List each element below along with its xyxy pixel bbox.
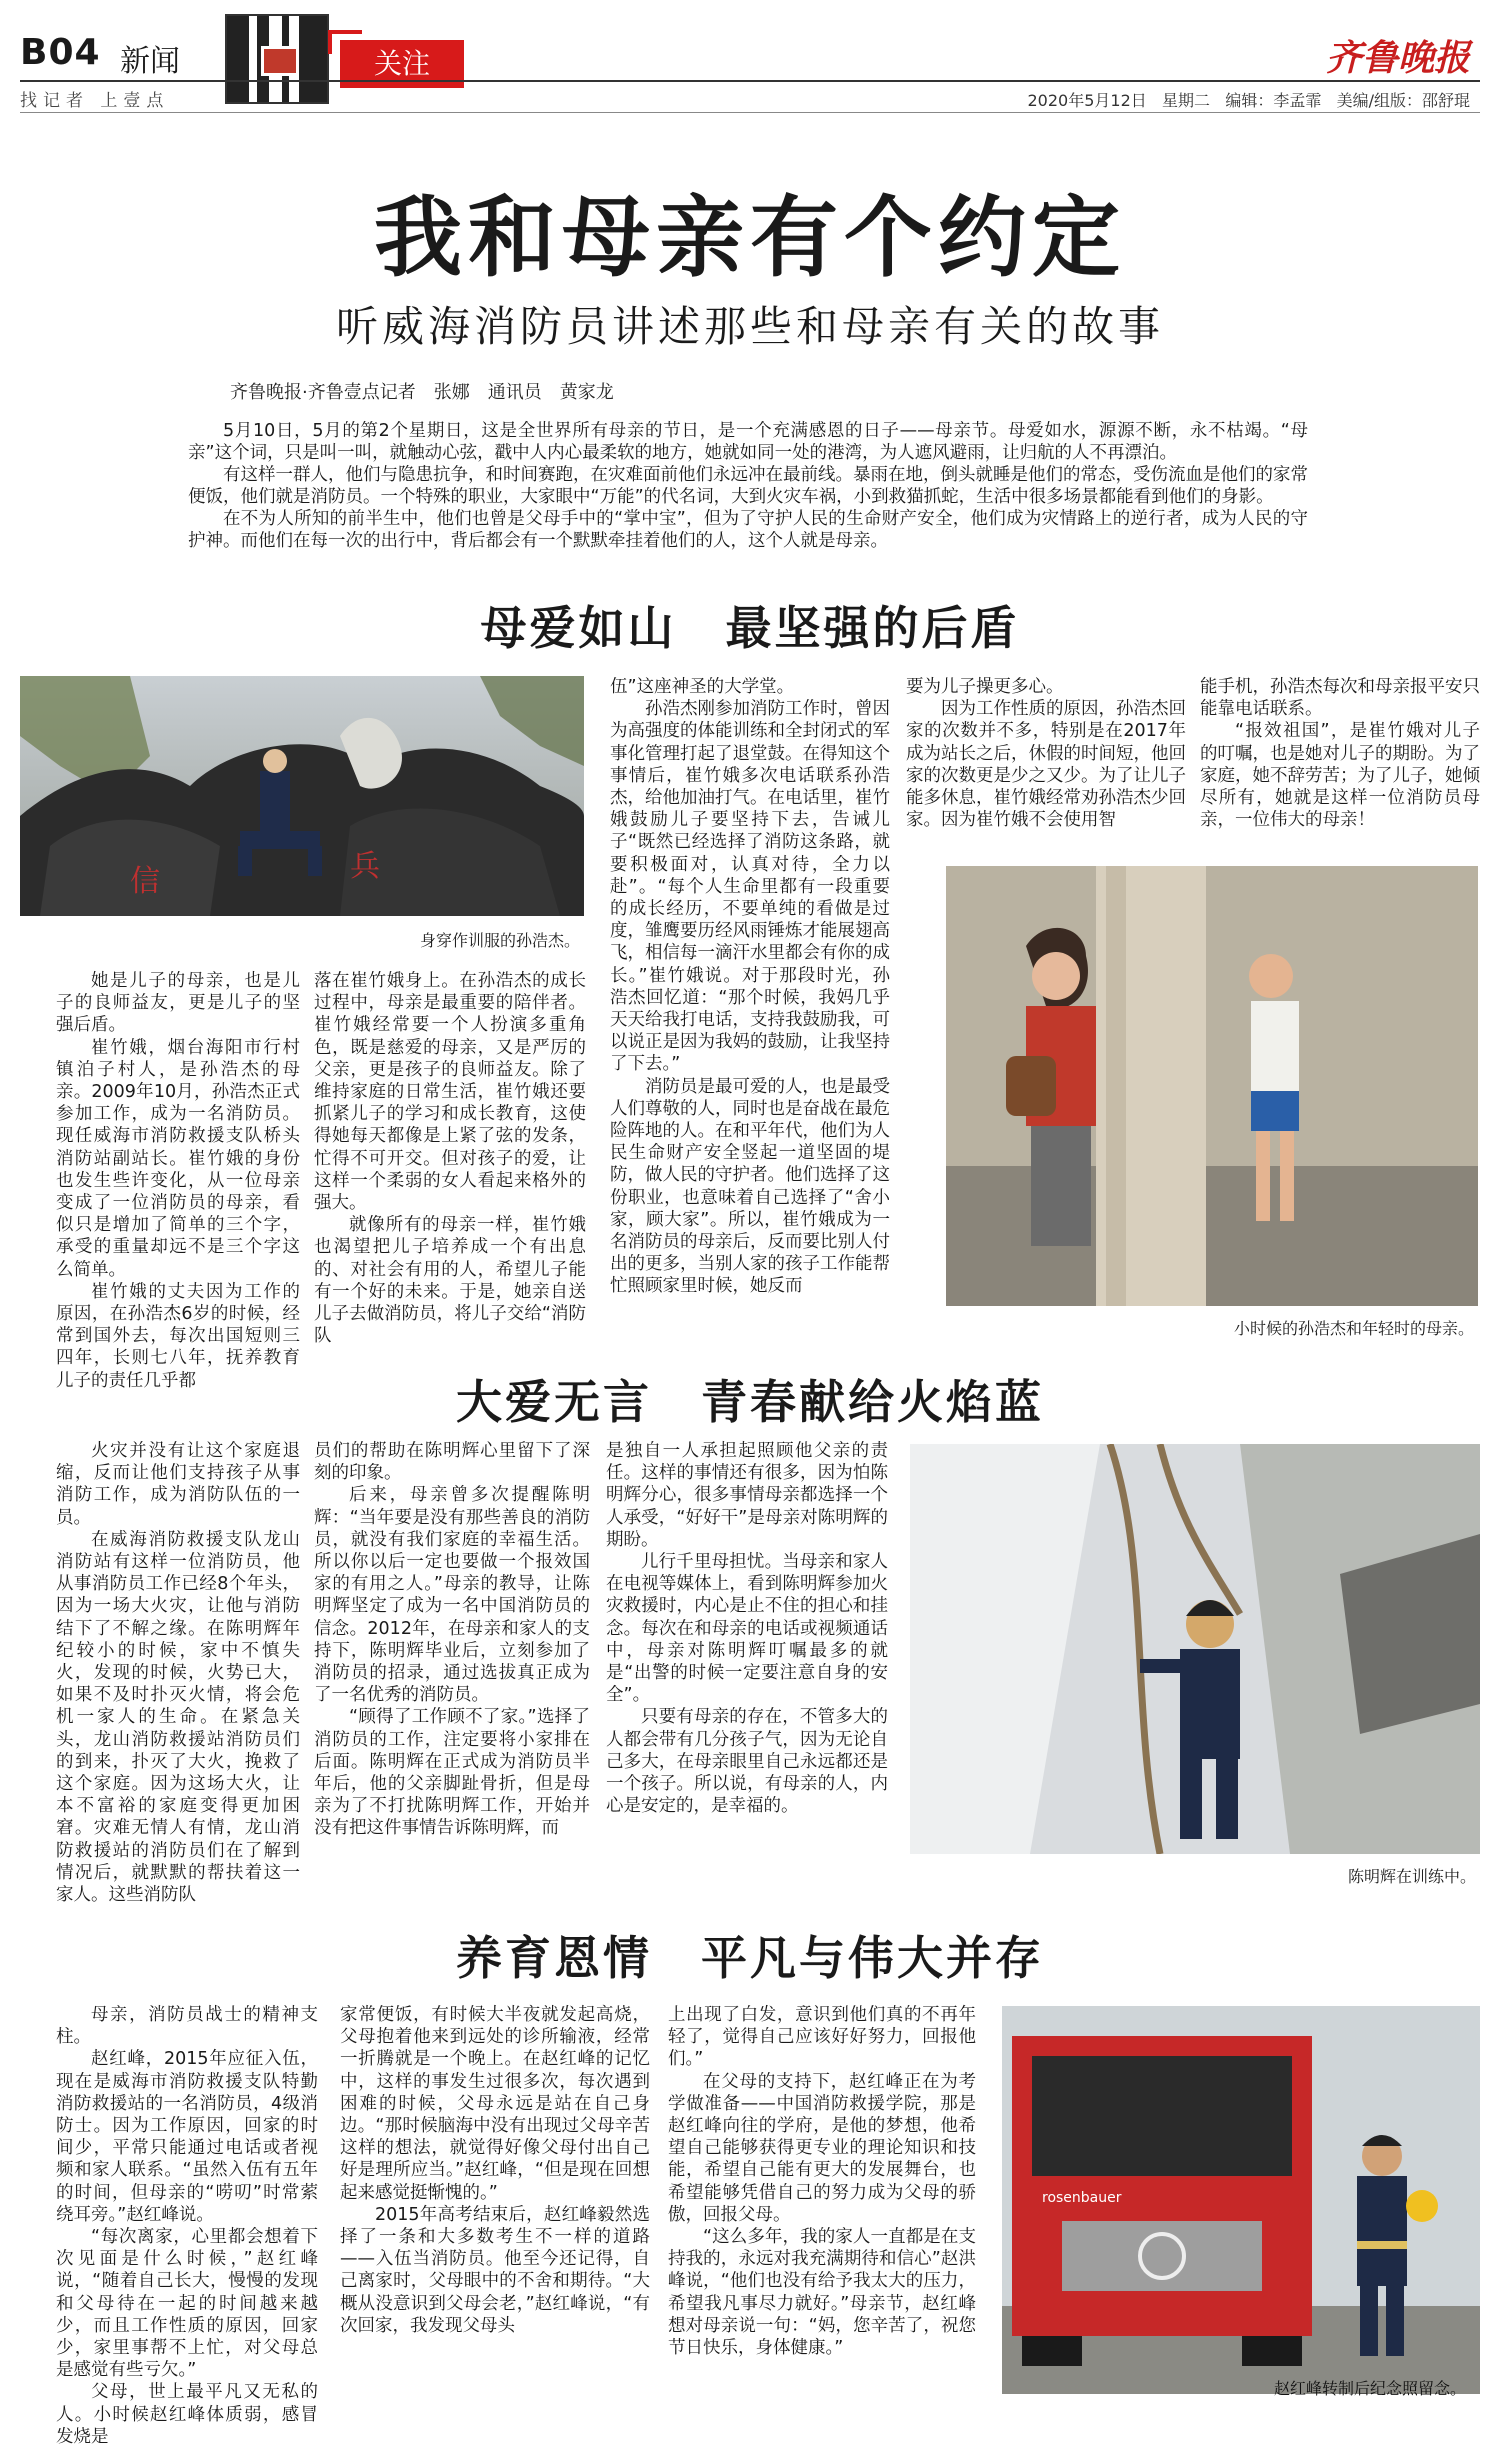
lead-paragraph: 5月10日，5月的第2个星期日，这是全世界所有母亲的节日，是一个充满感恩的日子——母亲节。母爱如水，源源不断，永不枯竭。“母亲”这个词，只是叫一叫，就触动心弦，戳中人内心最柔软的地方，她就如同一处的港湾，为人遮风避雨，让归航的人不再漂泊。 bbox=[188, 421, 1308, 463]
paragraph: 只要有母亲的存在，不管多大的人都会带有几分孩子气，因为无论自己多大，在母亲眼里自己永远都还是一个孩子。所以说，有母亲的人，内心是安定的，是幸福的。 bbox=[606, 1707, 888, 1817]
newspaper-logo: 齐鲁晚报 bbox=[1325, 37, 1470, 79]
rock-inscription-right: 兵 bbox=[350, 849, 380, 884]
page-number: B04 bbox=[20, 32, 101, 73]
paragraph: “这么多年，我的家人一直都是在支持我的，永远对我充满期待和信心”赵洪峰说，“他们也没有给予我太大的压力，希望我凡事尽力就好。”母亲节，赵红峰想对母亲说一句：“妈，您辛苦了，祝您节日快乐，身体健康。” bbox=[668, 2227, 976, 2359]
section1-column-5 bbox=[1200, 676, 1480, 831]
paragraph: 火灾并没有让这个家庭退缩，反而让他们支持孩子从事消防工作，成为消防队伍的一员。 bbox=[56, 1441, 300, 1528]
byline: 齐鲁晚报·齐鲁壹点记者 张娜 通讯员 黄家龙 bbox=[230, 382, 614, 403]
photo-caption-3: 陈明辉在训练中。 bbox=[1347, 1867, 1476, 1886]
slogan: 找记者 上壹点 bbox=[20, 91, 170, 111]
photo-zhao-hongfeng bbox=[1002, 2006, 1480, 2394]
paragraph: 要为儿子操更多心。 bbox=[906, 677, 1064, 697]
photo-caption-4: 赵红峰转制后纪念照留念。 bbox=[1273, 2379, 1466, 2398]
paragraph: 落在崔竹娥身上。在孙浩杰的成长过程中，母亲是最重要的陪伴者。崔竹娥经常要一个人扮演多重角色，既是慈爱的母亲，又是严厉的父亲，更是孩子的良师益友。除了维持家庭的日常生活，崔竹娥还要抓紧儿子的学习和成长教育，这使得她每天都像是上紧了弦的发条，忙得不可开交。但对孩子的爱，让这样一个柔弱的女人看起来格外的强大。 bbox=[314, 971, 586, 1214]
section2-column-3 bbox=[606, 1440, 888, 1817]
section3-column-3 bbox=[668, 2004, 976, 2359]
paragraph: 消防员是最可爱的人，也是最受人们尊敬的人，同时也是奋战在最危险阵地的人。在和平年代，他们为人民生命财产安全竖起一道坚固的堤防，做人民的守护者。他们选择了这份职业，也意味着自己选择了“舍小家，顾大家”。所以，崔竹娥成为一名消防员的母亲后，反而要比别人付出的更多，当别人家的孩子工作能帮忙照顾家里时候，她反而 bbox=[610, 1076, 890, 1297]
paragraph: 是独自一人承担起照顾他父亲的责任。这样的事情还有很多，因为怕陈明辉分心，很多事情母亲都选择一个人承受，“好好干”是母亲对陈明辉的期盼。 bbox=[606, 1441, 888, 1550]
photo-mother-and-son bbox=[946, 866, 1478, 1306]
paragraph: 赵红峰，2015年应征入伍，现在是威海市消防救援支队特勤消防救援站的一名消防员，4级消防士。因为工作原因，回家的时间少，平常只能通过电话或者视频和家人联系。“虽然入伍有五年的时间，但母亲的“唠叨”时常萦绕耳旁。”赵红峰说。 bbox=[56, 2049, 318, 2225]
section-title-2: 大爱无言 青春献给火焰蓝 bbox=[456, 1375, 1044, 1429]
editor-credit: 编辑：李孟霏 bbox=[1225, 91, 1322, 110]
photo-sun-haojie bbox=[20, 676, 584, 916]
header-rule-thin bbox=[20, 112, 1480, 113]
section2-column-2 bbox=[314, 1440, 590, 1840]
section1-column-3 bbox=[610, 676, 890, 1298]
designer-credit: 美编/组版：邵舒琨 bbox=[1336, 91, 1470, 110]
paragraph: 在威海消防救援支队龙山消防站有这样一位消防员，他从事消防员工作已经8个年头，因为一场大火灾，让他与消防结下了不解之缘。在陈明辉年纪较小的时候，家中不慎失火，发现的时候，火势已大，如果不及时扑灭火情，将会危机一家人的生命。在紧急关头，龙山消防救援站消防员们的到来，扑灭了大火，挽救了这个家庭。因为这场大火，让本不富裕的家庭变得更加困窘。灾难无情人有情，龙山消防救援站的消防员们在了解到情况后，就默默的帮扶着这一家人。这些消防队 bbox=[56, 1529, 300, 1906]
paragraph: 就像所有的母亲一样，崔竹娥也渴望把儿子培养成一个有出息的、对社会有用的人，希望儿子能有一个好的未来。于是，她亲自送儿子去做消防员，将儿子交给“消防队 bbox=[314, 1215, 586, 1347]
section1-column-4 bbox=[906, 676, 1186, 831]
paragraph: “报效祖国”，是崔竹娥对儿子的叮嘱，也是她对儿子的期盼。为了家庭，她不辞劳苦；为了儿子，她倾尽所有，她就是这样一位消防员母亲，一位伟大的母亲！ bbox=[1200, 721, 1480, 831]
paragraph: 伍”这座神圣的大学堂。 bbox=[610, 677, 795, 697]
section3-column-2 bbox=[340, 2004, 650, 2337]
section2-column-1 bbox=[56, 1440, 300, 1906]
paragraph: 母亲，消防员战士的精神支柱。 bbox=[56, 2005, 318, 2048]
section-name: 新闻 bbox=[120, 44, 180, 79]
dateline bbox=[1028, 88, 1471, 111]
photo-caption-2: 小时候的孙浩杰和年轻时的母亲。 bbox=[1233, 1319, 1474, 1338]
headline: 我和母亲有个约定 bbox=[373, 185, 1126, 289]
rock-inscription-left: 信 bbox=[130, 864, 160, 899]
lead-paragraphs bbox=[188, 420, 1308, 552]
lead-paragraph: 有这样一群人，他们与隐患抗争，和时间赛跑，在灾难面前他们永远冲在最前线。暴雨在地，倒头就睡是他们的常态，受伤流血是他们的家常便饭，他们就是消防员。一个特殊的职业，大家眼中“万能”的代名词，大到火灾车祸，小到救猫抓蛇，生活中很多场景都能看到他们的身影。 bbox=[188, 465, 1308, 507]
section-title-1: 母爱如山 最坚强的后盾 bbox=[480, 601, 1020, 655]
paragraph: 父母，世上最平凡又无私的人。小时候赵红峰体质弱，感冒发烧是 bbox=[56, 2382, 318, 2447]
subheadline: 听威海消防员讲述那些和母亲有关的故事 bbox=[335, 302, 1164, 351]
section1-column-1 bbox=[56, 970, 300, 1392]
paragraph: “每次离家，心里都会想着下次见面是什么时候，”赵红峰说，“随着自己长大，慢慢的发现和父母待在一起的时间越来越少，而且工作性质的原因，回家少，家里事帮不上忙，对父母总是感觉有些亏欠。” bbox=[56, 2227, 318, 2381]
issue-weekday: 星期二 bbox=[1162, 91, 1211, 110]
paragraph: 儿行千里母担忧。当母亲和家人在电视等媒体上，看到陈明辉参加火灾救援时，内心是止不住的担心和挂念。每次在和母亲的电话或视频通话中，母亲对陈明辉叮嘱最多的就是“出警的时候一定要注意自身的安全”。 bbox=[606, 1552, 888, 1706]
paragraph: 在父母的支持下，赵红峰正在为考学做准备——中国消防救援学院，那是赵红峰向往的学府，是他的梦想，他希望自己能够获得更专业的理论知识和技能，希望自己能有更大的发展舞台，也希望能够凭借自己的努力成为父母的骄傲，回报父母。 bbox=[668, 2071, 976, 2225]
paragraph: “顾得了工作顾不了家。”选择了消防员的工作，注定要将小家排在后面。陈明辉在正式成为消防员半年后，他的父亲脚趾骨折，但是母亲为了不打扰陈明辉工作，开始并没有把这件事情告诉陈明辉，而 bbox=[314, 1707, 590, 1839]
issue-date: 2020年5月12日 bbox=[1027, 91, 1147, 110]
paragraph: 她是儿子的母亲，也是儿子的良师益友，更是儿子的坚强后盾。 bbox=[56, 971, 300, 1036]
paragraph: 孙浩杰刚参加消防工作时，曾因为高强度的体能训练和全封闭式的军事化管理打起了退堂鼓。在得知这个事情后，崔竹娥多次电话联系孙浩杰，给他加油打气。在电话里，崔竹娥鼓励儿子要坚持下去，告诫儿子“既然已经选择了消防这条路，就要积极面对，认真对待，全力以赴”。“每个人生命里都有一段重要的成长经历，不要单纯的看做是过度，雏鹰要历经风雨锤炼才能展翅高飞，相信每一滴汗水里都会有你的成长。”崔竹娥说。对于那段时光，孙浩杰回忆道：“那个时候，我妈几乎天天给我打电话，支持我鼓励我，可以说正是因为我妈的鼓励，让我坚持了下去。” bbox=[610, 699, 890, 1075]
header-rule bbox=[20, 80, 1480, 82]
qr-code-icon bbox=[225, 14, 329, 104]
focus-tag: 关注 bbox=[340, 40, 464, 88]
section1-column-2 bbox=[314, 970, 586, 1347]
truck-brand-text: rosenbauer bbox=[1042, 2190, 1122, 2206]
photo-chen-minghui-training bbox=[910, 1444, 1480, 1854]
lead-paragraph: 在不为人所知的前半生中，他们也曾是父母手中的“掌中宝”，但为了守护人民的生命财产安全，他们成为灾情路上的逆行者，成为人民的守护神。而他们在每一次的出行中，背后都会有一个默默牵挂着他们的人，这个人就是母亲。 bbox=[188, 509, 1308, 551]
paragraph: 2015年高考结束后，赵红峰毅然选择了一条和大多数考生不一样的道路——入伍当消防员。他至今还记得，自己离家时，父母眼中的不舍和期待。“大概从没意识到父母会老，”赵红峰说，“有次回家，我发现父母头 bbox=[340, 2204, 650, 2336]
section-title-3: 养育恩情 平凡与伟大并存 bbox=[456, 1931, 1044, 1985]
paragraph: 后来，母亲曾多次提醒陈明辉：“当年要是没有那些善良的消防员，就没有我们家庭的幸福生活。所以你以后一定也要做一个报效国家的有用之人。”母亲的教导，让陈明辉坚定了成为一名中国消防员的信念。2012年，在母亲和家人的支持下，陈明辉毕业后，立刻参加了消防员的招录，通过选拔真正成为了一名优秀的消防员。 bbox=[314, 1485, 590, 1706]
paragraph: 崔竹娥，烟台海阳市行村镇泊子村人，是孙浩杰的母亲。2009年10月，孙浩杰正式参加工作，成为一名消防员。现任威海市消防救援支队桥头消防站副站长。崔竹娥的身份也发生些许变化，从一位母亲变成了一位消防员的母亲，看似只是增加了简单的三个字，承受的重量却远不是三个字这么简单。 bbox=[56, 1037, 300, 1280]
paragraph: 上出现了白发，意识到他们真的不再年轻了，觉得自己应该好好努力，回报他们。” bbox=[668, 2005, 976, 2070]
section3-column-1 bbox=[56, 2004, 318, 2448]
paragraph: 崔竹娥的丈夫因为工作的原因，在孙浩杰6岁的时候，经常到国外去，每次出国短则三四年，长则七八年，抚养教育儿子的责任几乎都 bbox=[56, 1281, 300, 1391]
photo-caption-1: 身穿作训服的孙浩杰。 bbox=[419, 931, 580, 950]
paragraph: 员们的帮助在陈明辉心里留下了深刻的印象。 bbox=[314, 1441, 590, 1484]
paragraph: 能手机，孙浩杰每次和母亲报平安只能靠电话联系。 bbox=[1200, 677, 1480, 720]
paragraph: 家常便饭，有时候大半夜就发起高烧，父母抱着他来到远处的诊所输液，经常一折腾就是一个晚上。在赵红峰的记忆中，这样的事发生过很多次，每次遇到困难的时候，父母永远是站在自己身边。“那时候脑海中没有出现过父母辛苦这样的想法，就觉得好像父母付出自己好是理所应当。”赵红峰，“但是现在回想起来感觉挺惭愧的。” bbox=[340, 2005, 650, 2203]
paragraph: 因为工作性质的原因，孙浩杰回家的次数并不多，特别是在2017年成为站长之后，休假的时间短，他回家的次数更是少之又少。为了让儿子能多休息，崔竹娥经常劝孙浩杰少回家。因为崔竹娥不会使用智 bbox=[906, 699, 1186, 831]
